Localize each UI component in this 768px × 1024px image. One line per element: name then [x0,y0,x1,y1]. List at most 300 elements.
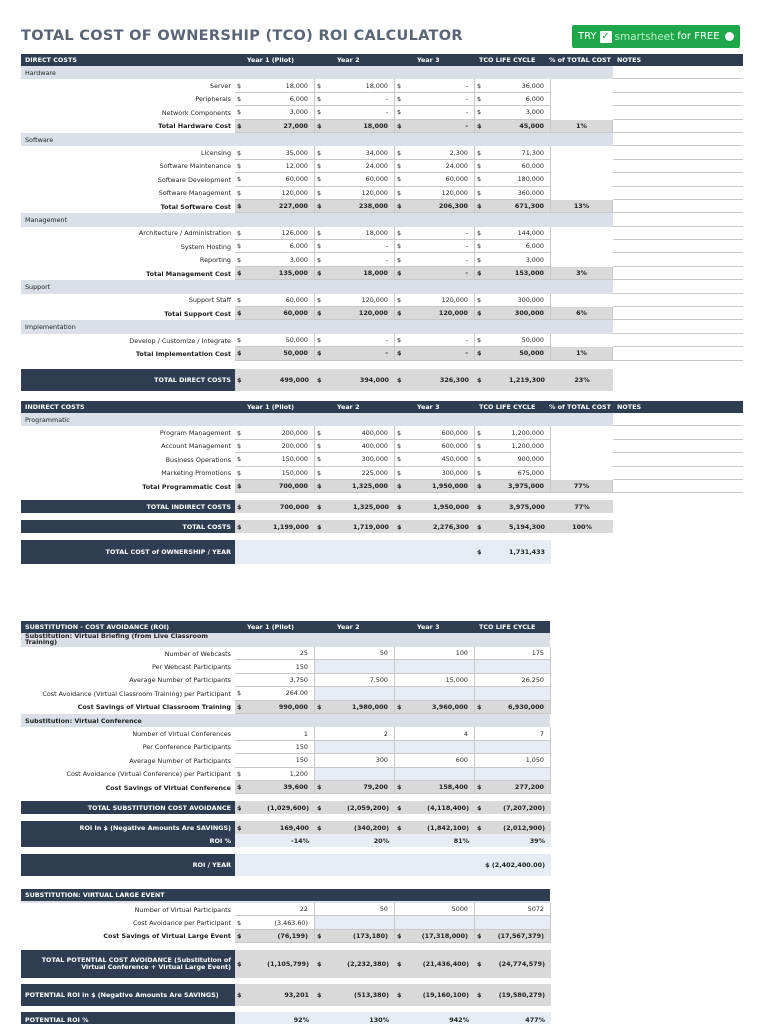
subtotal-row [21,120,743,133]
value-cell[interactable]: - [403,227,475,240]
value-cell[interactable]: 22 [243,903,315,916]
value-cell[interactable]: 600 [403,754,475,767]
value-cell[interactable]: 50,000 [483,334,551,347]
summary-value: 39% [483,834,551,847]
header-title: SUBSTITUTION: VIRTUAL LARGE EVENT [25,891,165,899]
summary-pct: 77% [551,500,613,513]
currency-symbol [235,741,243,754]
currency-symbol: $ [395,930,403,943]
value-cell[interactable]: 36,000 [483,79,551,92]
notes-cell[interactable] [613,106,743,119]
section-label: Support [25,282,51,291]
value-cell[interactable]: 900,000 [483,453,551,466]
currency-symbol: $ [235,520,243,533]
currency-symbol [475,647,483,660]
value-cell[interactable]: 50,000 [243,334,315,347]
value-cell[interactable]: 225,000 [323,467,395,480]
value-cell: 6,930,000 [483,701,551,714]
currency-symbol: $ [315,120,323,133]
currency-symbol: $ [395,480,403,493]
currency-symbol [395,727,403,740]
value-cell: 153,000 [483,267,551,280]
value-cell[interactable]: 4 [403,727,475,740]
value-cell[interactable]: 7,500 [323,674,395,687]
value-cell[interactable]: 71,300 [483,146,551,159]
currency-symbol: $ [315,187,323,200]
table-header [21,54,743,66]
value-cell[interactable]: 50 [323,647,395,660]
value-cell[interactable]: 50 [323,903,395,916]
value-cell[interactable] [323,916,395,929]
value-cell[interactable]: 3,000 [483,253,551,266]
notes-cell[interactable] [613,240,743,253]
checkmark-icon: ✓ [601,30,610,42]
row-label: Cost Avoidance (Virtual Conference) per Participant [66,770,231,779]
value-cell[interactable]: 1,200 [243,768,315,781]
value-cell[interactable]: - [403,240,475,253]
spacer [21,513,743,520]
currency-symbol [395,834,403,847]
row-label: Total Programmatic Cost [142,482,231,491]
summary-value: 1,199,000 [243,520,315,533]
value-cell[interactable]: 60,000 [243,294,315,307]
row-label: Reporting [199,256,231,265]
currency-symbol [315,647,323,660]
value-cell[interactable]: 150 [243,741,315,754]
value-cell[interactable] [403,687,475,700]
notes-cell[interactable] [613,307,743,320]
currency-symbol [475,741,483,754]
notes-cell[interactable] [613,294,743,307]
currency-symbol: $ [395,453,403,466]
value-cell[interactable]: 3,000 [243,106,315,119]
section-row [21,66,743,79]
value-cell: 79,200 [323,781,395,794]
section-band [235,633,550,647]
currency-symbol: $ [475,440,483,453]
value-cell[interactable]: 1,050 [483,754,551,767]
notes-cell[interactable] [613,267,743,280]
row-label: Develop / Customize / Integrate [129,336,231,345]
pct-cell: 77% [551,480,613,493]
value-cell[interactable]: 300 [323,754,395,767]
notes-cell[interactable] [613,320,743,333]
value-cell[interactable]: 7 [483,727,551,740]
value-cell[interactable]: 34,000 [323,146,395,159]
cost-row [21,467,743,480]
value-cell[interactable]: 600,000 [403,426,475,439]
value-cell[interactable]: - [323,253,395,266]
currency-symbol: $ [315,227,323,240]
value-cell[interactable]: 60,000 [403,173,475,186]
input-row [21,674,550,687]
value-cell[interactable]: - [403,334,475,347]
roi-dollar-row [21,821,550,834]
currency-symbol: $ [235,916,243,929]
value-cell: 277,200 [483,781,551,794]
value-cell: 45,000 [483,120,551,133]
cost-row [21,79,743,92]
value-cell[interactable]: 6,000 [243,240,315,253]
currency-symbol [395,1012,403,1024]
notes-cell[interactable] [613,413,743,426]
currency-symbol [235,660,243,673]
value-cell[interactable] [403,741,475,754]
value-cell[interactable]: - [403,79,475,92]
summary-value: (7,207,200) [483,801,551,814]
value-cell[interactable]: 6,000 [243,93,315,106]
value-cell: 135,000 [243,267,315,280]
currency-symbol [475,687,483,700]
value-cell[interactable]: 3,000 [483,106,551,119]
subtotal-row [21,930,550,943]
summary-value: (4,118,400) [403,801,475,814]
value-cell[interactable]: 300,000 [483,294,551,307]
value-cell[interactable]: 300,000 [403,467,475,480]
notes-cell[interactable] [613,133,743,146]
value-cell[interactable]: 175 [483,647,551,660]
value-cell[interactable]: 2,300 [403,146,475,159]
value-cell[interactable]: 675,000 [483,467,551,480]
row-label: Architecture / Administration [138,229,231,238]
value-cell[interactable]: 360,000 [483,187,551,200]
currency-symbol: $ [235,440,243,453]
currency-symbol: $ [235,227,243,240]
pct-cell: 1% [551,347,613,360]
value-cell[interactable] [403,768,475,781]
value-cell[interactable]: - [323,93,395,106]
currency-symbol: $ [475,467,483,480]
summary-value: (2,012,900) [483,821,551,834]
value-cell[interactable] [323,768,395,781]
value-cell[interactable]: - [403,253,475,266]
section-label: Programmatic [25,415,70,424]
currency-symbol: $ [315,347,323,360]
spacer [21,794,550,801]
total-costs-row [21,520,743,533]
summary-value: 700,000 [243,500,315,513]
value-cell[interactable]: 18,000 [323,227,395,240]
value-cell[interactable] [483,660,551,673]
row-label: Total Implementation Cost [135,349,231,358]
currency-symbol: $ [235,480,243,493]
value-cell[interactable]: 600,000 [403,440,475,453]
cost-row [21,453,743,466]
notes-cell[interactable] [613,200,743,213]
currency-symbol: $ [475,307,483,320]
currency-symbol [315,674,323,687]
currency-symbol: $ [315,307,323,320]
table-header [21,621,550,633]
summary-label: TOTAL INDIRECT COSTS [21,500,235,513]
value-cell: 18,000 [323,267,395,280]
currency-symbol: $ [395,146,403,159]
row-label: Marketing Promotions [161,469,231,478]
summary-value: 1,950,000 [403,500,475,513]
value-cell: - [403,120,475,133]
currency-symbol: $ [395,93,403,106]
value-cell[interactable]: 18,000 [323,79,395,92]
value-cell[interactable]: 150 [243,660,315,673]
value-cell[interactable]: 18,000 [243,79,315,92]
value-cell[interactable]: - [403,93,475,106]
value-cell[interactable]: 400,000 [323,440,395,453]
value-cell: 227,000 [243,200,315,213]
notes-cell[interactable] [613,426,743,439]
row-label: Number of Webcasts [164,649,231,658]
row-label: Number of Virtual Conferences [132,730,231,739]
notes-cell[interactable] [613,227,743,240]
currency-symbol: $ [315,984,323,1006]
spacer [21,361,743,369]
currency-symbol: $ [315,106,323,119]
currency-symbol: $ [315,467,323,480]
value-cell[interactable]: - [323,240,395,253]
currency-symbol [395,741,403,754]
value-cell: 27,000 [243,120,315,133]
notes-cell[interactable] [613,93,743,106]
currency-symbol [395,754,403,767]
currency-symbol: $ [475,120,483,133]
value-cell: 1,980,000 [323,701,395,714]
indirect-costs-table [21,401,743,564]
value-cell[interactable]: 3,750 [243,674,315,687]
row-label: Software Management [158,189,231,198]
value-cell[interactable]: 24,000 [403,160,475,173]
value-cell[interactable]: 126,000 [243,227,315,240]
notes-cell[interactable] [613,79,743,92]
section-row [21,320,743,333]
value-cell[interactable]: 120,000 [403,294,475,307]
currency-symbol [315,687,323,700]
value-cell[interactable]: 25 [243,647,315,660]
value-cell[interactable]: 26,250 [483,674,551,687]
value-cell[interactable]: 1,200,000 [483,426,551,439]
value-cell: - [403,347,475,360]
value-cell[interactable]: 150,000 [243,467,315,480]
value-cell: 158,400 [403,781,475,794]
notes-cell[interactable] [613,160,743,173]
cost-row [21,426,743,439]
value-cell[interactable]: 120,000 [243,187,315,200]
summary-label: ROI in $ (Negative Amounts Are SAVINGS) [21,821,235,834]
currency-symbol: $ [315,200,323,213]
value-cell[interactable]: 12,000 [243,160,315,173]
notes-cell[interactable] [613,187,743,200]
currency-symbol: $ [475,453,483,466]
currency-symbol: $ [235,453,243,466]
page-title: TOTAL COST OF OWNERSHIP (TCO) ROI CALCULATOR [21,28,463,44]
currency-symbol: $ [395,334,403,347]
summary-label: TOTAL SUBSTITUTION COST AVOIDANCE [21,801,235,814]
value-cell[interactable]: 200,000 [243,426,315,439]
notes-cell[interactable] [613,253,743,266]
currency-symbol: $ [475,79,483,92]
header-year2: Year 2 [337,56,360,64]
header-year3: Year 3 [417,623,440,631]
value-cell[interactable]: 180,000 [483,173,551,186]
section-label: Substitution: Virtual Briefing (from Live Classroom Training) [21,633,235,647]
notes-cell[interactable] [613,173,743,186]
currency-symbol: $ [315,480,323,493]
currency-symbol: $ [475,334,483,347]
row-label: Per Webcast Participants [152,663,231,672]
value-cell[interactable]: 450,000 [403,453,475,466]
value-cell: 671,300 [483,200,551,213]
currency-symbol: $ [395,187,403,200]
currency-symbol [395,903,403,916]
currency-symbol: $ [315,240,323,253]
pct-cell: 6% [551,307,613,320]
value-cell[interactable] [403,916,475,929]
currency-symbol: $ [395,520,403,533]
cost-row [21,253,743,266]
value-cell[interactable] [483,916,551,929]
value-cell[interactable]: 400,000 [323,426,395,439]
potential-cost-avoidance-row [21,950,550,978]
currency-symbol: $ [395,227,403,240]
currency-symbol: $ [235,930,243,943]
header-title: SUBSTITUTION - COST AVOIDANCE (ROI) [25,623,170,631]
value-cell: 238,000 [323,200,395,213]
summary-value: $ (2,402,400.00) [483,854,551,876]
cost-row [21,173,743,186]
currency-symbol: $ [475,240,483,253]
summary-label: TOTAL POTENTIAL COST AVOIDANCE (Substitution of Virtual Conference + Virtual Large Event) [21,950,235,978]
value-cell[interactable]: 100 [403,647,475,660]
currency-symbol: $ [315,160,323,173]
value-cell[interactable]: - [403,106,475,119]
section-band [235,714,550,727]
value-cell[interactable] [483,687,551,700]
value-cell[interactable]: 264.00 [243,687,315,700]
currency-symbol: $ [235,173,243,186]
currency-symbol [315,1012,323,1024]
currency-symbol: $ [475,347,483,360]
currency-symbol [475,1012,483,1024]
spacer [21,847,550,854]
value-cell[interactable]: 60,000 [483,160,551,173]
currency-symbol: $ [235,781,243,794]
currency-symbol: $ [475,540,483,564]
notes-cell[interactable] [613,480,743,493]
notes-cell[interactable] [613,334,743,347]
currency-symbol: $ [395,467,403,480]
notes-cell[interactable] [613,66,743,79]
row-label: Business Operations [165,455,231,464]
summary-value: 499,000 [243,369,315,391]
value-cell: - [323,347,395,360]
value-cell[interactable]: 144,000 [483,227,551,240]
value-cell[interactable]: 60,000 [323,173,395,186]
value-cell[interactable]: 120,000 [323,294,395,307]
value-cell[interactable]: 5072 [483,903,551,916]
currency-symbol: $ [475,173,483,186]
value-cell[interactable]: 120,000 [323,187,395,200]
value-cell[interactable]: 2 [323,727,395,740]
row-label: System Hosting [180,242,231,251]
summary-spacer [235,540,475,564]
currency-symbol [475,903,483,916]
substitution-table [21,621,550,876]
value-cell[interactable]: 120,000 [403,187,475,200]
value-cell[interactable]: 200,000 [243,440,315,453]
header-notes: NOTES [617,56,642,64]
currency-symbol: $ [235,334,243,347]
spacer [21,814,550,821]
value-cell[interactable]: 35,000 [243,146,315,159]
currency-symbol: $ [395,79,403,92]
value-cell[interactable]: 60,000 [243,173,315,186]
value-cell[interactable] [323,741,395,754]
notes-cell[interactable] [613,213,743,226]
try-smartsheet-button[interactable] [572,25,740,48]
currency-symbol: $ [475,781,483,794]
row-label: Cost Savings of Virtual Conference [105,783,231,792]
row-label: Cost Savings of Virtual Large Event [103,932,231,941]
currency-symbol: $ [475,930,483,943]
currency-symbol [315,903,323,916]
value-cell[interactable] [483,768,551,781]
summary-value: 169,400 [243,821,315,834]
notes-cell[interactable] [613,347,743,360]
value-cell[interactable]: 1,200,000 [483,440,551,453]
value-cell[interactable]: 5000 [403,903,475,916]
summary-value: 92% [243,1012,315,1024]
currency-symbol: $ [395,294,403,307]
notes-cell[interactable] [613,280,743,293]
value-cell[interactable]: 6,000 [483,240,551,253]
notes-cell[interactable] [613,120,743,133]
value-cell[interactable] [323,687,395,700]
header-year1: Year 1 (Pilot) [247,403,295,411]
summary-value: 1,219,300 [483,369,551,391]
value-cell[interactable] [483,741,551,754]
currency-symbol: $ [395,440,403,453]
cost-row [21,240,743,253]
value-cell[interactable]: - [323,106,395,119]
potential-roi-pct-row [21,1012,550,1024]
value-cell[interactable]: 150 [243,754,315,767]
notes-cell[interactable] [613,146,743,159]
row-label: Licensing [200,149,231,158]
value-cell[interactable]: 1 [243,727,315,740]
value-cell[interactable] [403,660,475,673]
currency-symbol: $ [235,240,243,253]
currency-symbol: $ [235,93,243,106]
section-label: Software [25,135,54,144]
summary-label: TOTAL DIRECT COSTS [21,369,235,391]
value-cell[interactable]: 300,000 [323,453,395,466]
notes-cell[interactable] [613,467,743,480]
value-cell[interactable]: (3,463.60) [243,916,315,929]
value-cell[interactable]: 24,000 [323,160,395,173]
value-cell[interactable]: 15,000 [403,674,475,687]
value-cell[interactable]: 3,000 [243,253,315,266]
value-cell[interactable]: 150,000 [243,453,315,466]
summary-value: (513,380) [323,984,395,1006]
notes-cell[interactable] [613,440,743,453]
value-cell[interactable]: 6,000 [483,93,551,106]
value-cell[interactable]: - [323,334,395,347]
value-cell[interactable] [323,660,395,673]
summary-value: (21,436,400) [403,950,475,978]
summary-value: 20% [323,834,395,847]
notes-cell[interactable] [613,453,743,466]
subtotal-row [21,347,743,360]
currency-symbol: $ [235,200,243,213]
value-cell: - [403,267,475,280]
